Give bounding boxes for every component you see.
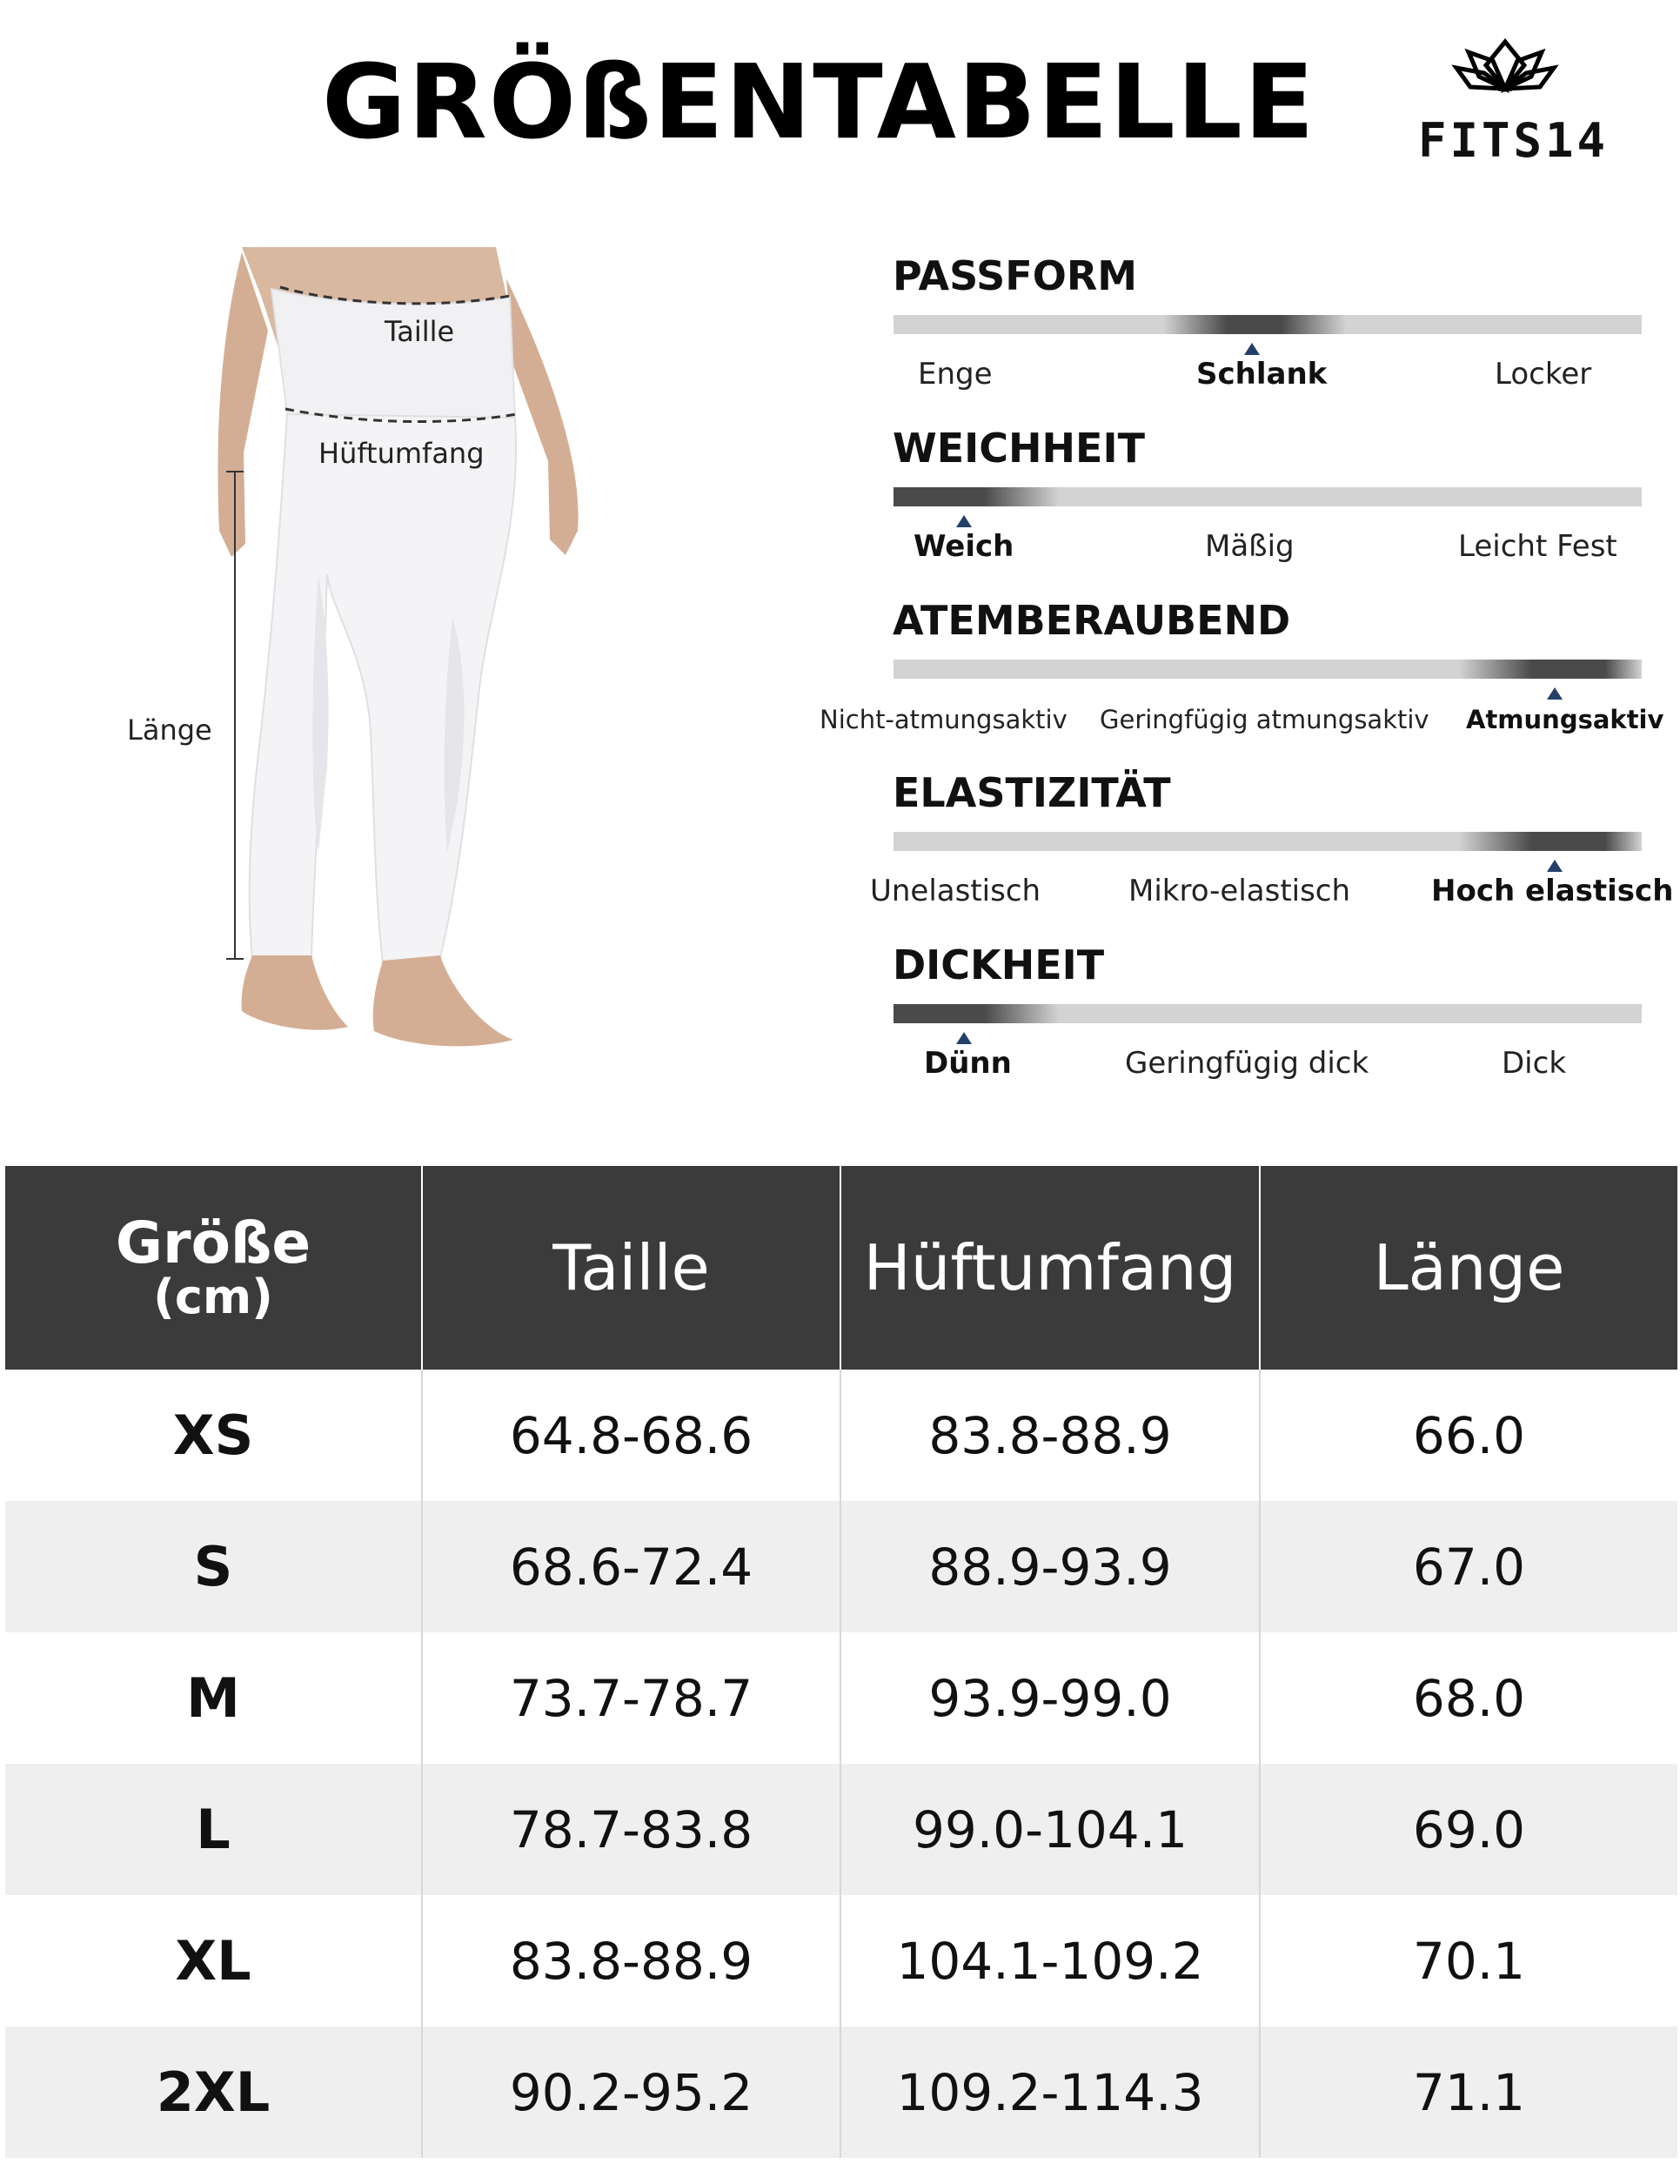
option-label-selected: Schlank xyxy=(1196,357,1328,392)
cell-waist: 90.2-95.2 xyxy=(422,2027,840,2158)
header-size xyxy=(5,1166,422,1370)
indicator-arrow-icon xyxy=(956,1032,972,1044)
cell-hip: 99.0-104.1 xyxy=(840,1764,1260,1895)
scale-bar xyxy=(894,832,1642,851)
option-label: Mikro-elastisch xyxy=(1128,874,1351,908)
cell-hip: 83.8-88.9 xyxy=(840,1370,1260,1501)
size-table xyxy=(5,1166,1677,2158)
cell-length: 67.0 xyxy=(1260,1501,1677,1632)
option-label: Unelastisch xyxy=(870,874,1041,908)
table-header-row xyxy=(5,1166,1677,1370)
model-figure xyxy=(113,244,679,1096)
cell-waist: 73.7-78.7 xyxy=(422,1632,840,1764)
option-label: Nicht-atmungsaktiv xyxy=(820,705,1068,734)
attr-title: ATEMBERAUBEND xyxy=(893,597,1291,644)
brand-wordmark: FITS14 xyxy=(1418,113,1610,168)
table-row xyxy=(5,1501,1677,1632)
option-label-selected: Hoch elastisch xyxy=(1431,874,1674,908)
cell-waist: 64.8-68.6 xyxy=(422,1370,840,1501)
scale-highlight xyxy=(1163,315,1346,334)
attr-title: ELASTIZITÄT xyxy=(893,769,1171,816)
scale-bar xyxy=(894,315,1642,334)
option-label: Mäßig xyxy=(1205,529,1295,564)
scale-bar xyxy=(894,487,1642,506)
cell-length: 71.1 xyxy=(1260,2027,1677,2158)
cell-length: 70.1 xyxy=(1260,1895,1677,2027)
table-row xyxy=(5,1632,1677,1764)
table-row xyxy=(5,2027,1677,2158)
cell-size: 2XL xyxy=(5,2027,422,2158)
scale-bar xyxy=(894,660,1642,679)
header-waist: Taille xyxy=(422,1166,840,1370)
attr-softness xyxy=(809,425,1644,599)
attr-title: PASSFORM xyxy=(893,252,1138,299)
page-title: GRÖßENTABELLE xyxy=(322,42,1316,162)
table-row xyxy=(5,1764,1677,1895)
cell-size: S xyxy=(5,1501,422,1632)
option-label: Dick xyxy=(1502,1046,1567,1081)
attr-title: DICKHEIT xyxy=(893,941,1105,988)
cell-waist: 78.7-83.8 xyxy=(422,1764,840,1895)
cell-hip: 104.1-109.2 xyxy=(840,1895,1260,2027)
indicator-arrow-icon xyxy=(956,515,972,527)
header-hip: Hüftumfang xyxy=(840,1166,1260,1370)
header-size-title: Größe xyxy=(115,1209,311,1276)
cell-hip: 109.2-114.3 xyxy=(840,2027,1260,2158)
attr-elasticity xyxy=(809,769,1674,943)
scale-highlight xyxy=(894,487,1059,506)
attr-thickness xyxy=(809,941,1644,1115)
indicator-arrow-icon xyxy=(1547,860,1563,872)
header-length: Länge xyxy=(1260,1166,1677,1370)
cell-length: 68.0 xyxy=(1260,1632,1677,1764)
length-label: Länge xyxy=(127,713,212,747)
option-label-selected: Atmungsaktiv xyxy=(1466,705,1664,734)
option-label-selected: Dünn xyxy=(924,1046,1012,1081)
header-size-unit: (cm) xyxy=(153,1270,273,1325)
brand-logo xyxy=(1418,35,1610,168)
table-row xyxy=(5,1370,1677,1501)
cell-waist: 83.8-88.9 xyxy=(422,1895,840,2027)
leggings-illustration xyxy=(113,244,679,1096)
attr-fit xyxy=(809,252,1644,426)
option-label: Geringfügig dick xyxy=(1125,1046,1369,1081)
table-row xyxy=(5,1895,1677,2027)
option-label: Leicht Fest xyxy=(1458,529,1617,564)
hip-label: Hüftumfang xyxy=(318,437,485,470)
option-label: Geringfügig atmungsaktiv xyxy=(1100,705,1429,734)
scale-bar xyxy=(894,1004,1642,1023)
cell-hip: 88.9-93.9 xyxy=(840,1501,1260,1632)
lotus-icon xyxy=(1418,35,1592,117)
indicator-arrow-icon xyxy=(1244,343,1260,355)
cell-size: L xyxy=(5,1764,422,1895)
cell-hip: 93.9-99.0 xyxy=(840,1632,1260,1764)
cell-size: M xyxy=(5,1632,422,1764)
option-label: Enge xyxy=(918,357,993,392)
attr-breathability xyxy=(809,597,1664,771)
waist-label: Taille xyxy=(385,315,455,348)
scale-highlight xyxy=(894,1004,1059,1023)
indicator-arrow-icon xyxy=(1547,687,1563,700)
option-label: Locker xyxy=(1495,357,1592,392)
cell-waist: 68.6-72.4 xyxy=(422,1501,840,1632)
scale-highlight xyxy=(1459,660,1642,679)
attr-title: WEICHHEIT xyxy=(893,425,1145,472)
cell-size: XS xyxy=(5,1370,422,1501)
option-label-selected: Weich xyxy=(914,529,1014,564)
scale-highlight xyxy=(1459,832,1642,851)
cell-length: 66.0 xyxy=(1260,1370,1677,1501)
cell-size: XL xyxy=(5,1895,422,2027)
cell-length: 69.0 xyxy=(1260,1764,1677,1895)
